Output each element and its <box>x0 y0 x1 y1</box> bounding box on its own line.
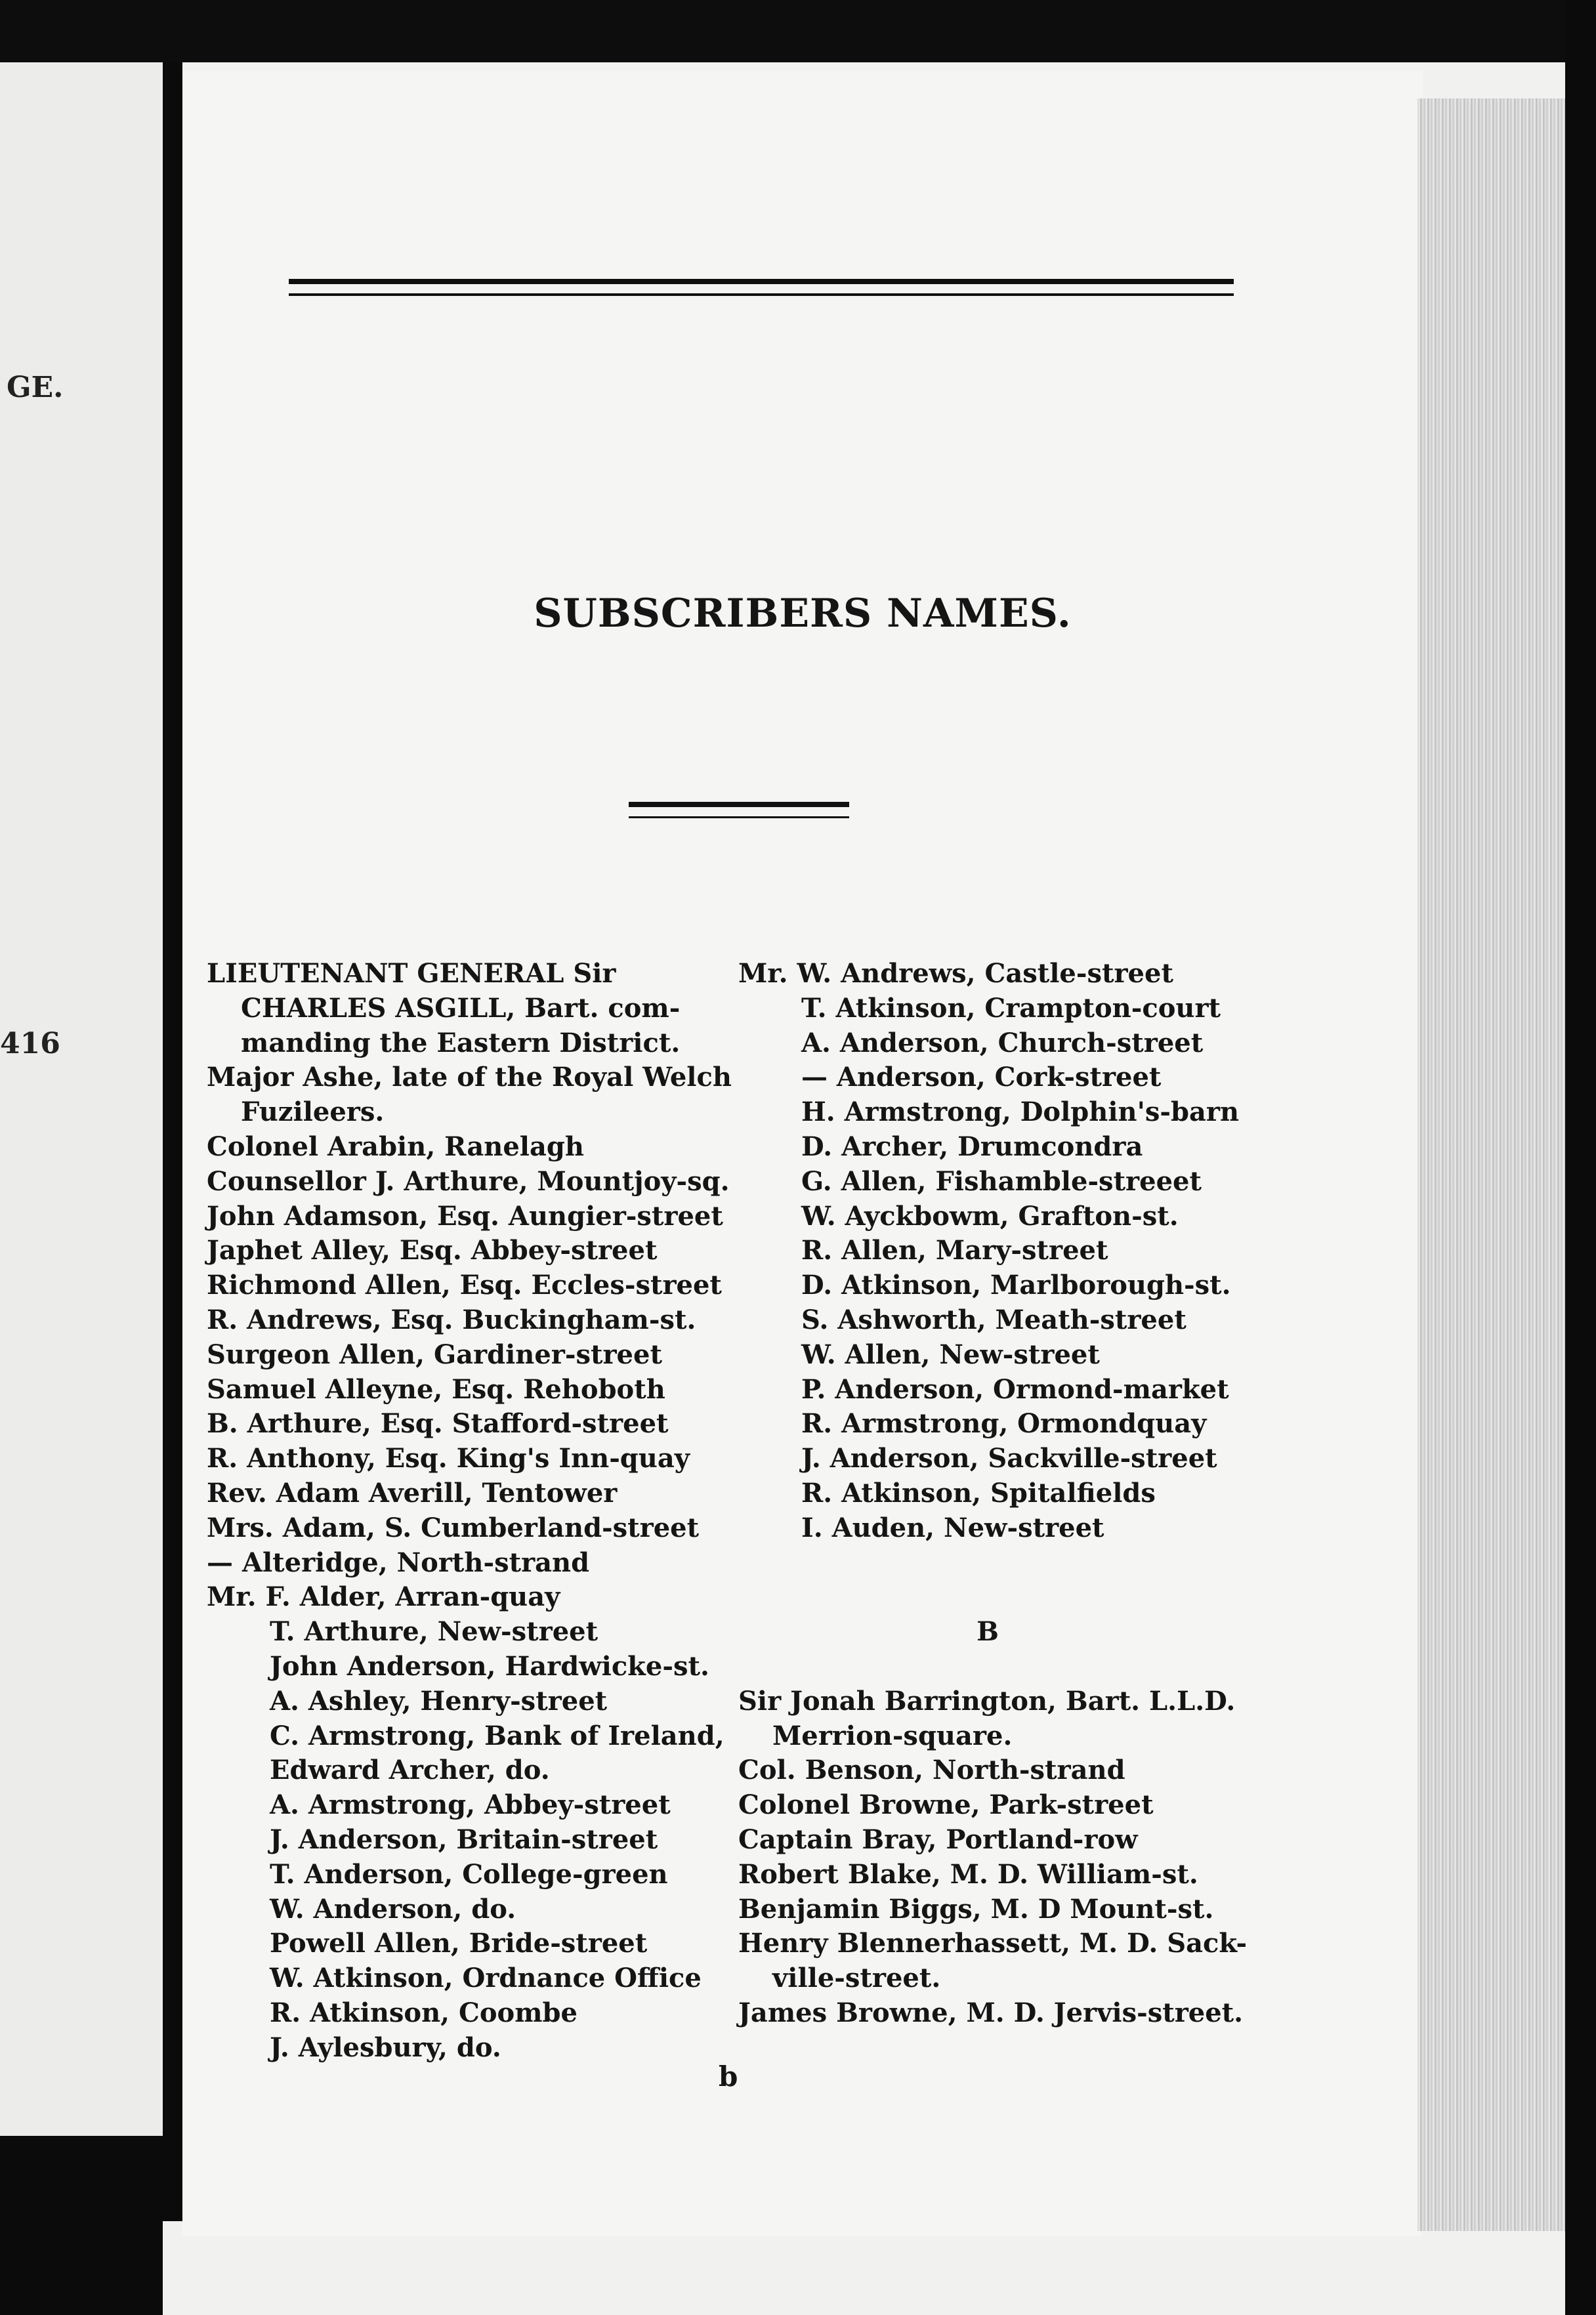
page-edges <box>1418 98 1565 2231</box>
subscriber-entry: W. Allen, New-street <box>801 1339 1100 1370</box>
page-title: SUBSCRIBERS NAMES. <box>534 591 1072 636</box>
subscriber-entry: D. Atkinson, Marlborough-st. <box>801 1270 1231 1301</box>
subscriber-entry: John Anderson, Hardwicke-st. <box>270 1650 709 1682</box>
subscriber-entry: D. Archer, Drumcondra <box>801 1131 1143 1162</box>
subscriber-entry: J. Aylesbury, do. <box>270 2032 501 2063</box>
subscriber-entry: — Alteridge, North-strand <box>207 1547 590 1578</box>
section-heading: B <box>976 1616 999 1648</box>
subscriber-entry: R. Allen, Mary-street <box>801 1235 1108 1266</box>
left-column <box>207 957 732 2066</box>
subscriber-entry: C. Armstrong, Bank of Ireland, <box>270 1720 724 1751</box>
subscriber-entry: manding the Eastern District. <box>241 1027 681 1058</box>
subscriber-entry: Mrs. Adam, S. Cumberland-street <box>207 1512 700 1543</box>
subscriber-entry: Fuzileers. <box>241 1096 385 1128</box>
subscriber-entry: R. Andrews, Esq. Buckingham-st. <box>207 1304 696 1335</box>
subscriber-entry: Powell Allen, Bride-street <box>270 1928 648 1959</box>
subscriber-entry: J. Anderson, Sackville-street <box>801 1443 1217 1474</box>
subscriber-entry: W. Anderson, do. <box>270 1893 516 1925</box>
subscriber-entry: T. Anderson, College-green <box>270 1858 668 1890</box>
subscriber-entry: R. Atkinson, Coombe <box>270 1997 578 2028</box>
subscriber-entry: A. Ashley, Henry-street <box>270 1685 608 1717</box>
facing-page <box>0 62 163 2136</box>
subscriber-entry: Rev. Adam Averill, Tentower <box>207 1477 618 1509</box>
facing-page-fragment: 416 <box>0 1027 60 1060</box>
subscriber-entry: Merrion-square. <box>772 1720 1013 1751</box>
subscriber-entry: G. Allen, Fishamble-streeet <box>801 1165 1202 1197</box>
book-gutter <box>163 62 182 2221</box>
subscriber-entry: Surgeon Allen, Gardiner-street <box>207 1339 662 1370</box>
subscriber-entry: Japhet Alley, Esq. Abbey-street <box>207 1235 658 1266</box>
subscriber-entry: Sir Jonah Barrington, Bart. L.L.D. <box>738 1685 1236 1717</box>
subscriber-entry: Colonel Arabin, Ranelagh <box>207 1131 584 1162</box>
title-rule <box>629 802 849 818</box>
subscriber-entry: W. Ayckbowm, Grafton-st. <box>801 1200 1179 1232</box>
subscriber-entry: B. Arthure, Esq. Stafford-street <box>207 1408 669 1440</box>
subscriber-entry: Henry Blennerhassett, M. D. Sack- <box>738 1928 1248 1959</box>
subscriber-entry: Samuel Alleyne, Esq. Rehoboth <box>207 1373 665 1405</box>
subscriber-entry <box>738 1650 1263 1684</box>
subscriber-entry: Col. Benson, North-strand <box>738 1755 1125 1786</box>
facing-page-fragment: GE. <box>7 371 64 404</box>
top-double-rule <box>289 279 1234 296</box>
subscriber-entry: Mr. W. Andrews, Castle-street <box>738 958 1173 989</box>
subscriber-entry: R. Armstrong, Ormondquay <box>801 1408 1207 1440</box>
subscriber-entry: R. Anthony, Esq. King's Inn-quay <box>207 1443 690 1474</box>
subscriber-entry <box>738 1546 1263 1581</box>
subscriber-entry: A. Armstrong, Abbey-street <box>270 1789 671 1821</box>
subscriber-entry: S. Ashworth, Meath-street <box>801 1304 1186 1335</box>
subscriber-entry: J. Anderson, Britain-street <box>270 1824 658 1855</box>
subscriber-entry: H. Armstrong, Dolphin's-barn <box>801 1096 1240 1128</box>
subscriber-entry: I. Auden, New-street <box>801 1512 1104 1543</box>
subscriber-entry: Major Ashe, late of the Royal Welch <box>207 1062 732 1093</box>
subscriber-entry: John Adamson, Esq. Aungier-street <box>207 1200 723 1232</box>
subscriber-entry: Captain Bray, Portland-row <box>738 1824 1138 1855</box>
subscriber-entry: T. Atkinson, Crampton-court <box>801 992 1221 1024</box>
subscriber-entry: Edward Archer, do. <box>270 1755 550 1786</box>
subscriber-entry: A. Anderson, Church-street <box>801 1027 1204 1058</box>
subscriber-entry: LIEUTENANT GENERAL Sir <box>207 958 616 989</box>
scan-top-background <box>0 0 1596 62</box>
subscriber-entry: Colonel Browne, Park-street <box>738 1789 1154 1821</box>
scan-right-background <box>1565 0 1596 2315</box>
subscriber-entry: Robert Blake, M. D. William-st. <box>738 1858 1198 1890</box>
subscriber-entry: ville-street. <box>772 1963 941 1994</box>
subscriber-entry: James Browne, M. D. Jervis-street. <box>738 1997 1244 2028</box>
subscriber-entry: Mr. F. Alder, Arran-quay <box>207 1581 560 1613</box>
subscriber-entry <box>738 1580 1263 1615</box>
right-column <box>738 957 1263 2031</box>
scan-bottom-background <box>0 2136 163 2315</box>
signature-mark: b <box>719 2060 738 2093</box>
subscriber-entry: CHARLES ASGILL, Bart. com- <box>241 992 681 1024</box>
subscriber-entry: R. Atkinson, Spitalfields <box>801 1477 1156 1509</box>
subscriber-entry: Counsellor J. Arthure, Mountjoy-sq. <box>207 1165 730 1197</box>
subscriber-entry: Benjamin Biggs, M. D Mount-st. <box>738 1893 1214 1925</box>
subscriber-entry: T. Arthure, New-street <box>270 1616 598 1648</box>
subscriber-entry: P. Anderson, Ormond-market <box>801 1373 1229 1405</box>
subscriber-entry: Richmond Allen, Esq. Eccles-street <box>207 1270 722 1301</box>
subscriber-entry: — Anderson, Cork-street <box>801 1062 1162 1093</box>
subscriber-entry: W. Atkinson, Ordnance Office <box>270 1963 702 1994</box>
